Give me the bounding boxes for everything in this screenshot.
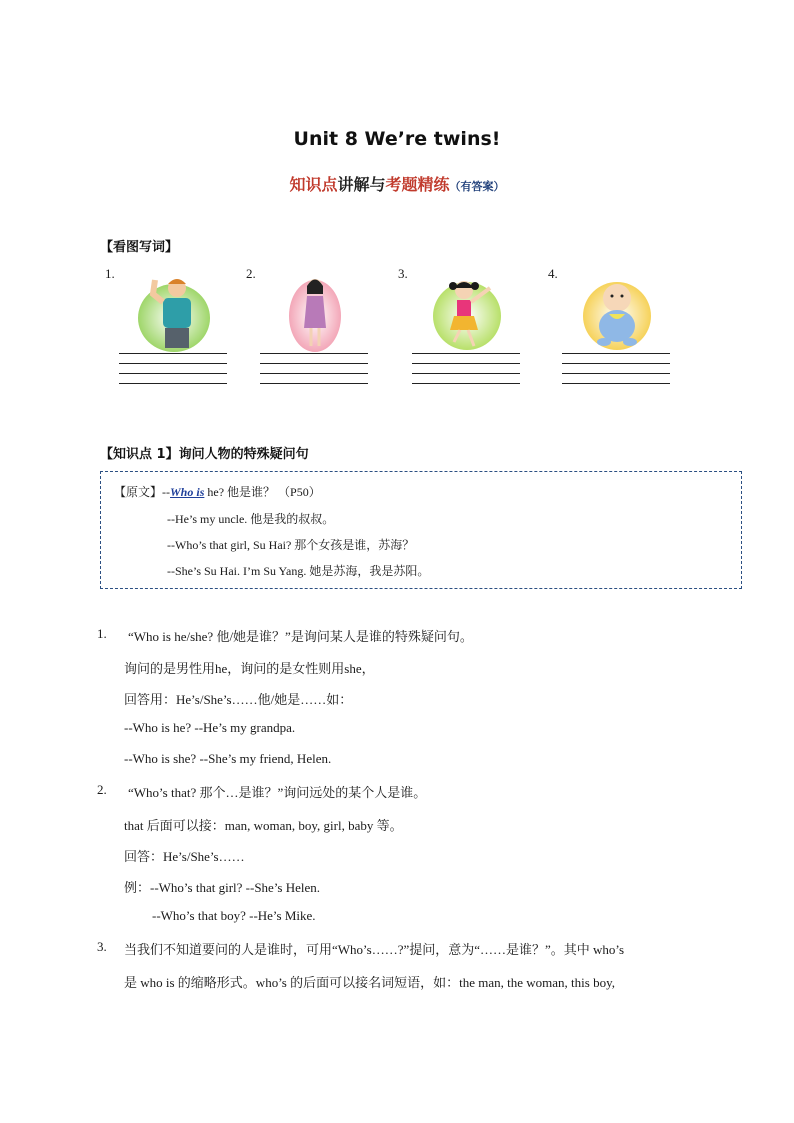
point-1-line-2: 询问的是男性用he，询问的是女性则用she， [124,661,375,676]
baby-illustration [574,274,660,354]
woman-illustration [272,274,358,354]
picture-number: 4. [548,266,558,281]
point-2-line-4: 例：--Who’s that girl? --She’s Helen. [124,880,321,895]
subtitle-part4: （有答案） [449,180,505,193]
point-1-line-3: 回答用：He’s/She’s……他/她是……如： [124,692,353,707]
point-2-line-3: 回答：He’s/She’s…… [124,849,245,864]
point-number: 1. [97,626,107,641]
picture-number: 1. [105,266,115,281]
subtitle-part2: 讲解与 [337,175,386,194]
picture-number: 3. [398,266,408,281]
point-3-line-2: 是 who is 的缩略形式。who’s 的后面可以接名词短语，如：the man, the woman, this boy, [124,975,615,990]
point-1-line-1: “Who is he/she? 他/她是谁？”是询问某人是谁的特殊疑问句。 [128,629,473,644]
man-illustration [131,274,217,354]
point-3-line-1: 当我们不知道要问的人是谁时，可用“Who’s……?”提问，意为“……是谁？”。其中 who’s [124,942,625,957]
picture-number: 2. [246,266,256,281]
answer-lines[interactable] [412,353,520,393]
original-line-1: 【原文】--Who is he? 他是谁？ （P50） [114,485,321,499]
picture-item-3 [398,266,548,396]
answer-lines[interactable] [260,353,368,393]
original-label: 【原文】 [114,485,163,499]
picture-item-4 [548,266,698,396]
section-heading-knowledge-point-1: 【知识点 1】询问人物的特殊疑问句 [100,447,309,462]
point-2-line-5: --Who’s that boy? --He’s Mike. [152,908,316,923]
subtitle-part1: 知识点 [289,175,338,194]
answer-lines[interactable] [562,353,670,393]
point-2-line-1: “Who’s that? 那个…是谁？”询问远处的某个人是谁。 [128,785,427,800]
girl-illustration [424,274,510,354]
page-subtitle [0,172,794,195]
point-1-line-5: --Who is she? --She’s my friend, Helen. [124,751,332,766]
point-1-line-4: --Who is he? --He’s my grandpa. [124,720,296,735]
answer-lines[interactable] [119,353,227,393]
point-2-line-2: that 后面可以接：man, woman, boy, girl, baby 等。 [124,818,403,833]
point-number: 3. [97,939,107,954]
highlight-who-is: Who is [170,485,205,499]
page-title: Unit 8 We’re twins! [293,128,501,150]
point-number: 2. [97,782,107,797]
subtitle-part3: 考题精练 [385,175,450,194]
original-line-4: --She’s Su Hai. I’m Su Yang. 她是苏海，我是苏阳。 [167,564,430,578]
original-line-2: --He’s my uncle. 他是我的叔叔。 [167,512,335,526]
original-line-3: --Who’s that girl, Su Hai? 那个女孩是谁，苏海？ [167,538,415,552]
picture-item-1 [105,266,255,396]
original-text-box [100,471,742,589]
picture-item-2 [246,266,396,396]
section-heading-picture-words: 【看图写词】 [100,240,179,255]
